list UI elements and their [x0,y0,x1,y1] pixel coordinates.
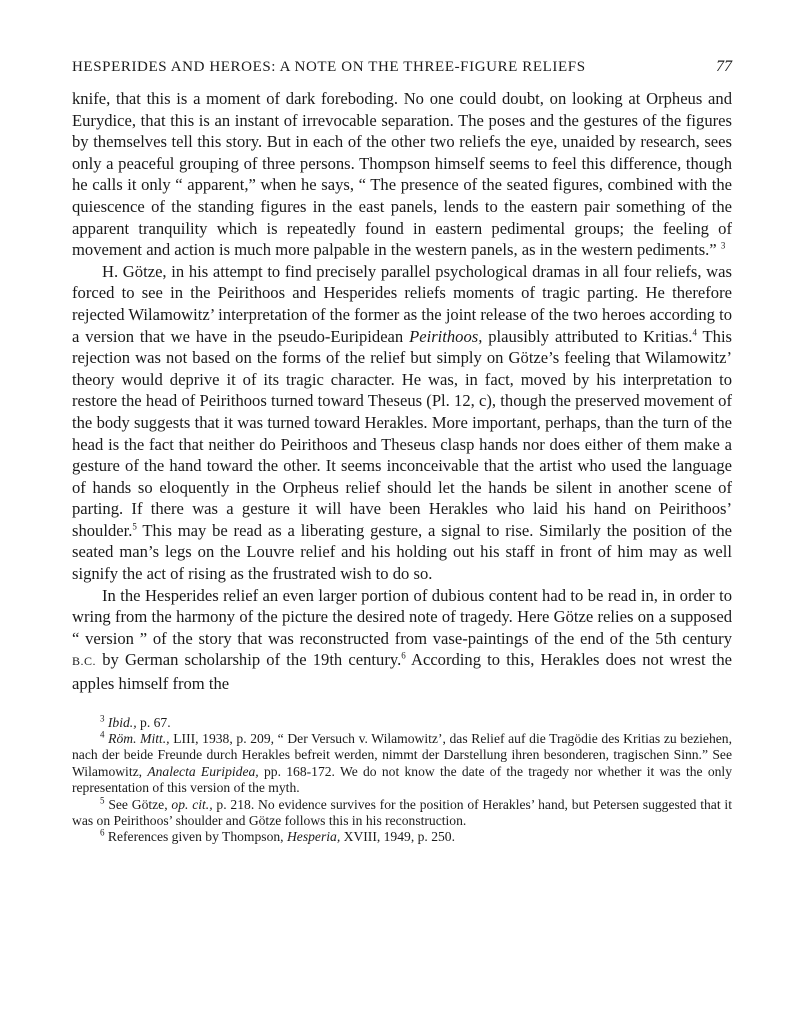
body-text [72,88,732,695]
footnote-5: $^5$ See Götze, op. cit., p. 218. No evidence survives for the position of Herakles’ hand, but Petersen suggested that it was on Peirithoos’ shoulder and Götze follows this in his reconstruction. [72,795,732,829]
page-number: 77 [716,58,732,75]
bc-abbrev: B.C. [72,654,97,669]
paragraph-2: H. Götze, in his attempt to find precisely parallel psychological dramas in all four reliefs, was forced to see in the Peirithoos and Hesperides reliefs moments of tragic parting. He therefore rejected Wilamowitz’ interpretation of the former as the joint release of the two heroes according to a version that we have in the pseudo-Euripidean Peirithoos, plausibly attributed to Kritias.$^4$ This rejection was not based on the forms of the relief but simply on Götze’s feeling that Wilamowitz’ theory would deprive it of its tragic character. He was, in fact, moved by his interpretation to restore the head of Peirithoos turned toward Theseus (Pl. 12, c), though the preserved movement of the body suggests that it was turned toward Herakles. More important, perhaps, than the turn of the head is the fact that neither do Peirithoos and Theseus clasp hands nor does either of them make a gesture of the hand toward the other. It seems inconceivable that the artist who used the language of hands so eloquently in the Orpheus relief should let the hands be silent in another scene of parting. If there was a gesture it will have been Herakles who laid his hand on Peirithoos’ shoulder.$^5$ This may be read as a liberating gesture, a signal to rise. Similarly the position of the seated man’s legs on the Louvre relief and his holding out his staff in front of him may as well signify the act of rising as the frustrated wish to do so. [72,261,733,584]
footnote-ref-3: 3 [720,240,726,251]
paragraph-3: In the Hesperides relief an even larger portion of dubious content had to be read in, in order to wring from the harmony of the picture the desired note of tragedy. Here Götze relies on a supposed “ version ” of the story that was reconstructed from vase-paintings of the end of the 5th century B.C. by German scholarship of the 19th century.$^6$ According to this, Herakles does not wrest the apples himself from the [72,585,732,694]
footnote-ref-5: 5 [132,521,137,532]
footnote-ref-4: 4 [692,327,697,337]
running-title: HESPERIDES AND HEROES: A NOTE ON THE THREE-FIGURE RELIEFS [72,59,586,75]
footnote-3: $^3$ Ibid., p. 67. [100,713,171,730]
work-title-peirithoos: Peirithoos, [409,326,483,346]
running-head [72,58,732,76]
page [72,58,732,846]
footnotes [72,715,732,846]
footnote-4: $^4$ Röm. Mitt., LIII, 1938, p. 209, “ Der Versuch v. Wilamowitz’, das Relief auf die Tragödie des Kritias zu beziehen, nach der beide Freunde durch Herakles befreit werden, nimmt der Darstellung ihren besonderen, tragischen Sinn.” See Wilamowitz, Analecta Euripidea, pp. 168-172. We do not know the date of the tragedy nor whether it was the only representation of this version of the myth. [72,729,733,796]
footnote-6: $^6$ References given by Thompson, Hesperia, XVIII, 1949, p. 250. [100,827,456,845]
paragraph-1: knife, that this is a moment of dark foreboding. No one could doubt, on looking at Orpheus and Eurydice, that this is an instant of irrevocable separation. The poses and the gestures of the figures by themselves tell this story. But in each of the other two reliefs the eye, unaided by research, sees only a peaceful grouping of three persons. Thompson himself seems to feel this difference, though he calls it only “ apparent,” when he says, “ The presence of the seated figures, combined with the quiescence of the standing figures in the east panels, lends to the eastern pair something of the apparent tranquility which is repeatedly found in eastern pedimental groups; the feeling of movement and action is much more palpable in the western panels, as in the western pediments.” $^3$ [72,89,732,260]
footnote-ref-6: 6 [401,650,406,661]
